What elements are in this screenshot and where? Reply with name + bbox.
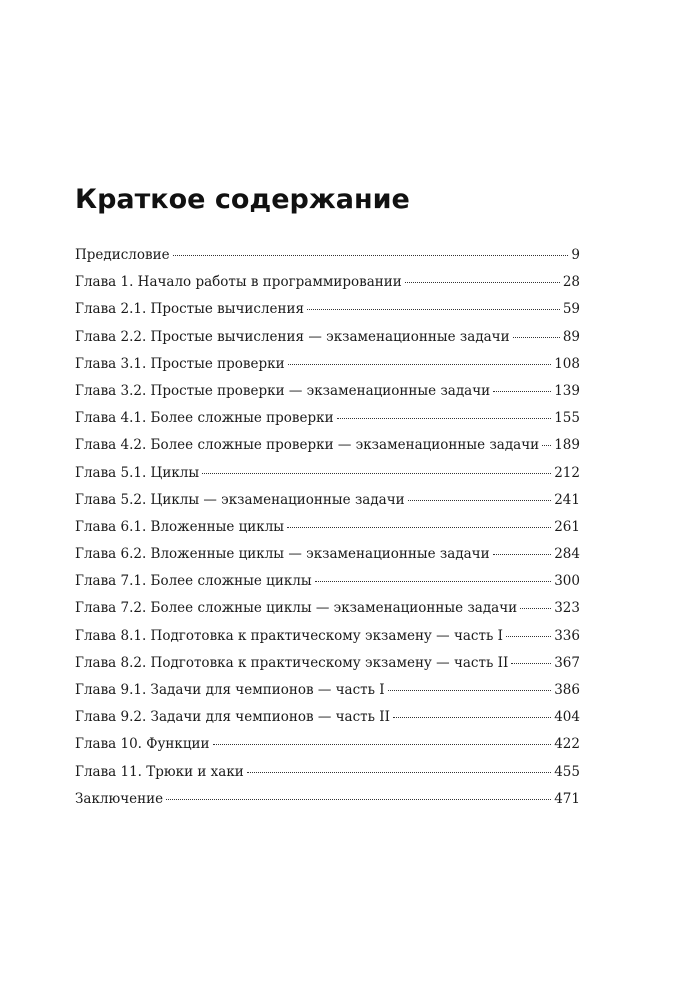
toc-entry-page-number: 139 [554, 382, 580, 399]
toc-entry-title: Глава 6.1. Вложенные циклы [75, 518, 285, 535]
toc-entry [75, 595, 580, 622]
toc-entry-title: Глава 5.2. Циклы — экзаменационные задачи [75, 491, 405, 508]
toc-entry-title: Глава 7.2. Более сложные циклы — экзаменационные задачи [75, 600, 518, 617]
toc-entry-title: Глава 5.1. Циклы [75, 464, 200, 481]
dot-leader [202, 473, 551, 474]
dot-leader [393, 717, 551, 718]
toc-entry [75, 514, 580, 541]
toc-entry [75, 432, 580, 459]
dot-leader [513, 337, 560, 338]
toc-entry-page-number: 155 [554, 410, 580, 427]
dot-leader [405, 282, 560, 283]
dot-leader [511, 663, 551, 664]
toc-entry-page-number: 323 [554, 600, 580, 617]
dot-leader [288, 364, 552, 365]
toc-entry-page-number: 284 [554, 546, 580, 563]
toc-entry-page-number: 212 [554, 464, 580, 481]
toc-entry [75, 623, 580, 650]
toc-entry [75, 378, 580, 405]
table-of-contents [75, 242, 580, 813]
dot-leader [247, 772, 551, 773]
toc-entry-page-number: 300 [554, 573, 580, 590]
toc-entry-page-number: 261 [554, 518, 580, 535]
dot-leader [520, 608, 551, 609]
toc-entry-title: Глава 9.1. Задачи для чемпионов — часть I [75, 682, 385, 698]
dot-leader [307, 309, 560, 310]
toc-entry-page-number: 241 [554, 491, 580, 508]
toc-entry [75, 650, 580, 677]
toc-entry [75, 568, 580, 595]
toc-entry [75, 296, 580, 323]
toc-entry-title: Глава 8.2. Подготовка к практическому экзамену — часть II [75, 654, 509, 671]
toc-entry-page-number: 422 [554, 736, 580, 753]
dot-leader [173, 255, 569, 256]
toc-entry-page-number: 59 [562, 301, 580, 318]
toc-entry [75, 541, 580, 568]
toc-entry [75, 242, 580, 269]
dot-leader [287, 527, 551, 528]
dot-leader [542, 445, 551, 446]
dot-leader [493, 554, 552, 555]
toc-entry-title: Глава 11. Трюки и хаки [75, 763, 244, 780]
dot-leader [506, 636, 551, 637]
toc-entry [75, 677, 580, 704]
dot-leader [408, 500, 552, 501]
toc-entry-page-number: 386 [554, 682, 580, 698]
toc-entry-page-number: 404 [554, 709, 580, 726]
dot-leader [337, 418, 552, 419]
toc-entry [75, 731, 580, 758]
toc-entry [75, 405, 580, 432]
toc-entry [75, 786, 580, 813]
dot-leader [315, 581, 552, 582]
toc-entry-title: Глава 2.1. Простые вычисления [75, 301, 305, 318]
toc-entry-page-number: 9 [571, 247, 580, 263]
dot-leader [213, 744, 552, 745]
toc-entry [75, 759, 580, 786]
toc-entry [75, 269, 580, 296]
dot-leader [166, 799, 551, 800]
toc-entry [75, 704, 580, 731]
toc-entry-title: Предисловие [75, 247, 170, 263]
toc-entry-page-number: 336 [554, 627, 580, 644]
toc-entry-title: Глава 7.1. Более сложные циклы [75, 573, 312, 590]
toc-entry-page-number: 471 [554, 790, 580, 807]
toc-entry [75, 351, 580, 378]
toc-entry-page-number: 189 [554, 437, 580, 454]
dot-leader [493, 391, 551, 392]
toc-entry-title: Глава 6.2. Вложенные циклы — экзаменационные задачи [75, 546, 490, 563]
toc-entry-title: Глава 4.2. Более сложные проверки — экзаменационные задачи [75, 437, 540, 454]
toc-entry-title: Глава 3.1. Простые проверки [75, 355, 285, 372]
dot-leader [388, 690, 552, 691]
toc-entry [75, 324, 580, 351]
toc-entry-title: Глава 10. Функции [75, 736, 210, 753]
toc-entry [75, 487, 580, 514]
toc-entry-page-number: 108 [554, 355, 580, 372]
toc-entry-title: Глава 8.1. Подготовка к практическому экзамену — часть I [75, 627, 503, 644]
toc-entry [75, 460, 580, 487]
toc-entry-title: Глава 9.2. Задачи для чемпионов — часть II [75, 709, 390, 726]
toc-entry-page-number: 455 [554, 763, 580, 780]
toc-entry-page-number: 367 [554, 654, 580, 671]
toc-entry-title: Глава 2.2. Простые вычисления — экзаменационные задачи [75, 328, 510, 345]
toc-entry-title: Глава 1. Начало работы в программировании [75, 274, 402, 291]
page-title: Краткое содержание [75, 184, 410, 215]
toc-entry-title: Заключение [75, 790, 164, 807]
toc-entry-page-number: 28 [562, 274, 580, 291]
toc-entry-title: Глава 4.1. Более сложные проверки [75, 410, 334, 427]
toc-entry-page-number: 89 [562, 328, 580, 345]
toc-entry-title: Глава 3.2. Простые проверки — экзаменационные задачи [75, 382, 491, 399]
